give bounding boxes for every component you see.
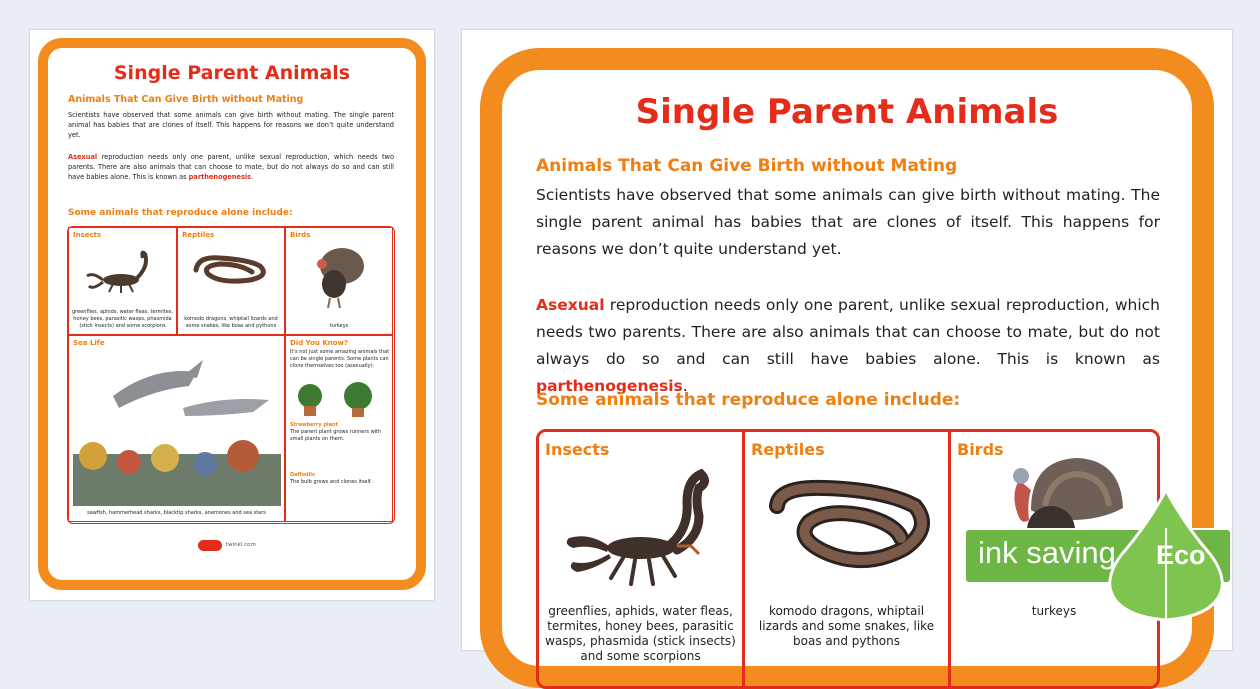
label-reptiles: Reptiles (751, 440, 825, 459)
term-parthenogenesis: parthenogenesis (536, 377, 683, 395)
thumbnail-list-heading: Some animals that reproduce alone include: (68, 208, 293, 218)
eco-ink-saving-badge (966, 488, 1236, 608)
intro-paragraph: Scientists have observed that some animals can give birth without mating. The single parent animal has babies that are clones of itself. This happens for reasons we don’t quite understand yet. (536, 186, 1160, 258)
thumbnail-subtitle: Animals That Can Give Birth without Mating (68, 94, 304, 105)
thumbnail-cell-reptiles (177, 227, 285, 335)
thumbnail-title: Single Parent Animals (113, 62, 351, 84)
thumbnail-label-sealife: Sea Life (73, 339, 105, 347)
asexual-paragraph: Asexual reproduction needs only one parent, unlike sexual reproduction, which needs two parents. There are also animals that can choose to mate, but do not always do so and can still have babies alone. This is known as parthenogenesis. (536, 296, 1160, 395)
caption-birds: turkeys (1031, 604, 1077, 618)
thumbnail-plant2-text: The bulb grows and clones itself. (290, 479, 372, 485)
thumbnail-label-didyouknow: Did You Know? (290, 339, 349, 347)
footer-url: twinkl.com (226, 542, 256, 548)
thumbnail-frame (38, 38, 426, 590)
thumbnail-caption-sealife: sawfish, hammerhead sharks, blacktip sharks, anemones and sea stars (87, 510, 266, 516)
cell-reptiles (745, 432, 951, 686)
plant-icon (292, 382, 388, 418)
thumbnail-plant1-label: Strawberry plant (290, 422, 338, 428)
thumbnail-caption-insects: greenflies, aphids, water fleas, termites, honey bees, parasitic wasps, phasmida (stick insects) and some scorpions (72, 309, 173, 329)
thumbnail-cell-insects (68, 227, 177, 335)
thumbnail-label-reptiles: Reptiles (182, 231, 215, 239)
page-title: Single Parent Animals (635, 92, 1059, 132)
thumbnail-label-birds: Birds (290, 231, 311, 239)
thumbnail-cell-birds (285, 227, 393, 335)
list-heading: Some animals that reproduce alone include: (536, 390, 961, 410)
thumbnail-intro: Scientists have observed that some animals can give birth without mating. The single parent animal has babies that are clones of itself. This happens for reasons we don’t quite understand yet. (68, 111, 394, 139)
thumbnail-didyouknow-text: It’s not just some amazing animals that can be single parents. Some plants can clone themselves too (asexually): (290, 349, 390, 369)
thumbnail-caption-birds: turkeys (329, 323, 349, 329)
twinkl-logo (198, 540, 222, 551)
thumbnail-plant2-label: Daffodils (290, 472, 315, 478)
scorpion-icon (559, 462, 719, 592)
turkey-icon (308, 242, 368, 312)
thumbnail-cell-didyouknow (285, 335, 393, 522)
term-asexual: Asexual (536, 296, 605, 314)
eco-label: Eco (1156, 540, 1206, 570)
caption-reptiles: komodo dragons, whiptail lizards and some snakes, like boas and pythons (758, 604, 935, 648)
eco-badge-text: ink saving (978, 535, 1116, 570)
snake-icon (765, 472, 935, 582)
shark-icon (73, 346, 281, 506)
page-subtitle: Animals That Can Give Birth without Mating (536, 156, 958, 176)
cell-insects (539, 432, 745, 686)
thumbnail-grid (67, 226, 395, 524)
caption-insects: greenflies, aphids, water fleas, termites, honey bees, parasitic wasps, phasmida (stick insects) and some scorpions (545, 604, 736, 663)
thumbnail-label-insects: Insects (73, 231, 102, 239)
thumbnail-plant1-text: The parent plant grows runners with small plants on them. (290, 429, 382, 442)
label-insects: Insects (545, 440, 610, 459)
thumbnail-page[interactable] (30, 30, 434, 600)
thumbnail-cell-sealife (68, 335, 285, 522)
thumbnail-caption-reptiles: komodo dragons, whiptail lizards and some snakes, like boas and pythons (184, 316, 278, 329)
scorpion-icon (83, 246, 163, 296)
snake-icon (190, 248, 274, 288)
label-birds: Birds (957, 440, 1004, 459)
thumbnail-asexual-paragraph: Asexual reproduction needs only one parent, unlike sexual reproduction, which needs two parents. There are also animals that can choose to mate, but do not always do so and can still have babies alone. This is known as parthenogenesis. (68, 153, 394, 181)
